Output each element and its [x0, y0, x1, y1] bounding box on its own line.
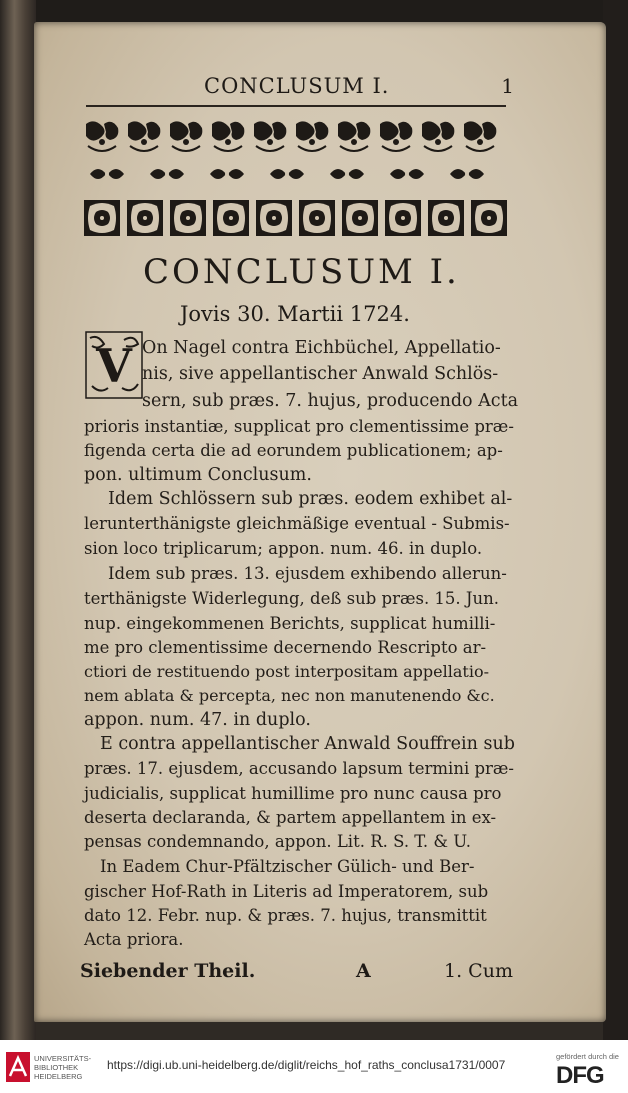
- body-line: nup. eingekommenen Berichts, supplicat humilli-: [84, 614, 496, 633]
- body-line: Acta priora.: [84, 930, 184, 949]
- body-line: In Eadem Chur-Pfältzischer Gülich- und Ber-: [100, 857, 475, 876]
- body-line: nis, sive appellantischer Anwald Schlös-: [142, 364, 499, 384]
- decorated-initial: [84, 330, 144, 400]
- body-line: appon. num. 47. in duplo.: [84, 710, 311, 730]
- body-line: gischer Hof-Rath in Literis ad Imperatorem, sub: [84, 882, 489, 901]
- ornament-row-bottom: [84, 200, 507, 236]
- body-line: sern, sub præs. 7. hujus, producendo Acta: [142, 391, 519, 411]
- signature-mark: A: [356, 960, 371, 982]
- running-title: CONCLUSUM I.: [204, 74, 390, 98]
- permalink-url[interactable]: https://digi.ub.uni-heidelberg.de/diglit/reichs_hof_raths_conclusa1731/0007: [107, 1058, 506, 1072]
- printers-ornament: [82, 118, 510, 240]
- body-line: terthänigste Widerlegung, deß sub præs. 15. Jun.: [84, 589, 500, 608]
- body-line: prioris instantiæ, supplicat pro clementissime præ-: [84, 417, 514, 436]
- library-name: UNIVERSITÄTS- BIBLIOTHEK HEIDELBERG: [34, 1054, 92, 1081]
- dfg-logo[interactable]: DFG: [556, 1062, 604, 1089]
- body-line: nem ablata & percepta, nec non manutenendo &c.: [84, 686, 495, 705]
- catchword: 1. Cum: [444, 960, 513, 982]
- book-right-edge: [603, 0, 628, 1040]
- page-number: 1: [501, 74, 514, 98]
- header-rule: [86, 105, 506, 107]
- body-line: On Nagel contra Eichbüchel, Appellatio-: [142, 338, 501, 358]
- body-line: Idem Schlössern sub præs. eodem exhibet al-: [108, 489, 513, 509]
- body-line: sion loco triplicarum; appon. num. 46. in duplo.: [84, 539, 483, 558]
- funded-by-label: gefördert durch die: [556, 1052, 619, 1061]
- svg-text:V: V: [96, 339, 132, 393]
- body-line: pensas condemnando, appon. Lit. R. S. T. & U.: [84, 832, 471, 851]
- body-line: Idem sub præs. 13. ejusdem exhibendo allerun-: [108, 564, 507, 583]
- body-line: figenda certa die ad eorundem publicationem; ap-: [84, 441, 503, 460]
- signature-label: Siebender Theil.: [80, 960, 256, 982]
- body-line: dato 12. Febr. nup. & præs. 7. hujus, transmittit: [84, 906, 487, 925]
- page-foot: [80, 960, 520, 990]
- body-line: lerunterthänigste gleichmäßige eventual - Submis-: [84, 514, 510, 533]
- section-title: CONCLUSUM I.: [143, 252, 460, 292]
- ornament-row-top: [86, 121, 496, 151]
- body-line: pon. ultimum Conclusum.: [84, 465, 312, 485]
- body-line: judicialis, supplicat humillime pro nunc causa pro: [84, 784, 502, 803]
- running-header: [56, 74, 514, 104]
- viewer-footer: [0, 1040, 628, 1093]
- body-line: præs. 17. ejusdem, accusando lapsum termini præ-: [84, 759, 515, 778]
- body-line: deserta declaranda, & partem appellantem in ex-: [84, 808, 497, 827]
- body-line: ctiori de restituendo post interpositam appellatio-: [84, 662, 489, 681]
- body-line: me pro clementissime decernendo Rescripto ar-: [84, 638, 487, 657]
- ornament-row-middle: [90, 169, 484, 179]
- body-line: E contra appellantischer Anwald Souffrein sub: [100, 734, 515, 754]
- university-library-logo-icon[interactable]: [6, 1052, 30, 1082]
- session-date: Jovis 30. Martii 1724.: [180, 302, 410, 326]
- book-spine: [0, 0, 36, 1040]
